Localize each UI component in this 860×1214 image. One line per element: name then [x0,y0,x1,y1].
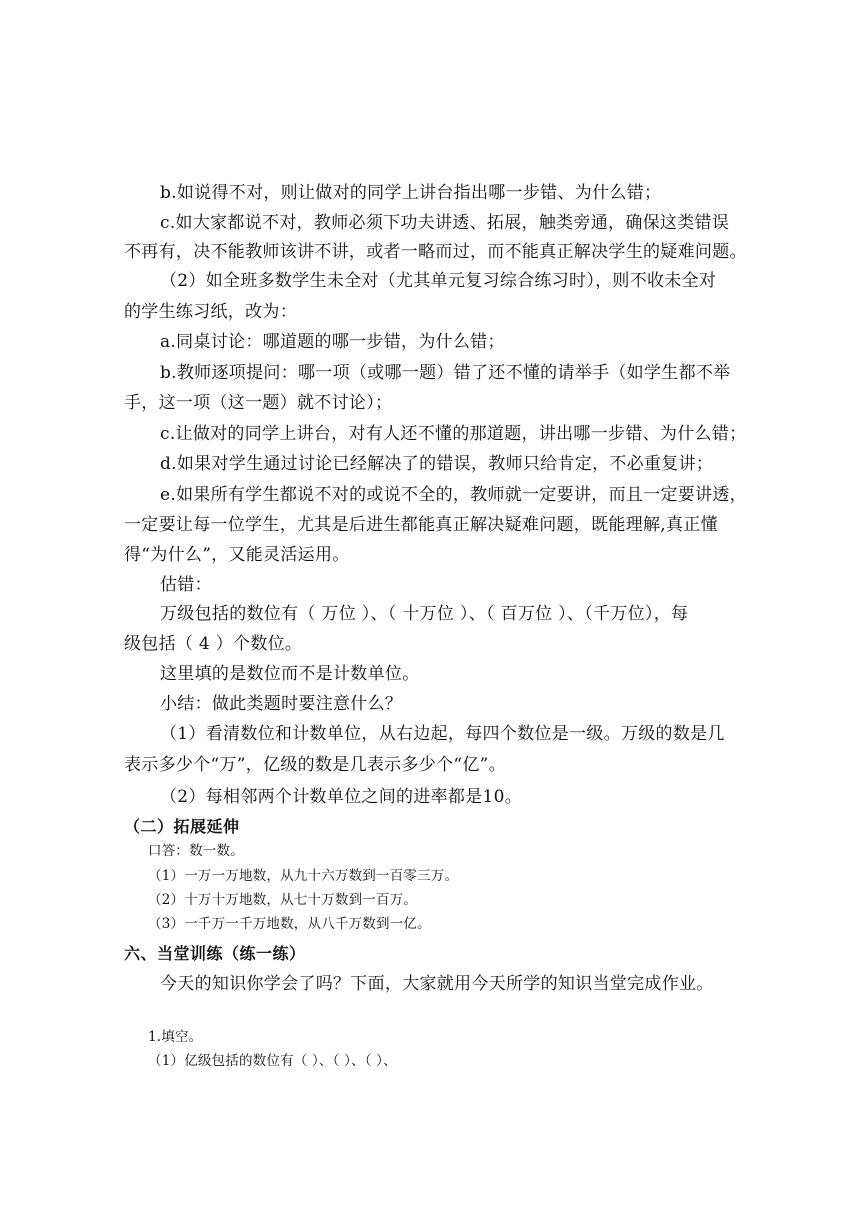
text-line-summary: 小结：做此类题时要注意什么？ [160,694,403,714]
text-line-oral-1: （1）一万一万地数，从九十六万数到一百零三万。 [148,868,459,884]
text-line-e-explain-end: 得“为什么”，又能灵活运用。 [124,545,350,565]
text-line-oral-2: （2）十万十万地数，从七十万数到一百万。 [148,892,418,908]
text-line-fill-blank-1: （1）亿级包括的数位有（ ）、（ ）、（ ）、 [148,1053,397,1069]
text-line-d-confirm: d.如果对学生通过讨论已经解决了的错误，教师只给肯定，不必重复讲； [160,454,714,474]
text-line-e-explain: e.如果所有学生都说不对的或说不全的，教师就一定要讲，而且一定要讲透， [160,485,747,505]
text-line-wanji: 万级包括的数位有（ 万位 ）、（ 十万位 ）、（ 百万位 ）、（千万位），每 [160,604,689,624]
text-line-c-explain-cont: 不再有，决不能教师该讲不讲，或者一略而过，而不能真正解决学生的疑难问题。 [124,242,747,262]
text-line-c-podium: c.让做对的同学上讲台，对有人还不懂的那道题，讲出哪一步错、为什么错； [160,424,747,444]
text-line-c-explain: c.如大家都说不对，教师必须下功夫讲透、拓展，触类旁通，确保这类错误 [160,213,730,233]
text-line-b-question: b.教师逐项提问：哪一项（或哪一题）错了还不懂的请举手（如学生都不举 [160,363,731,383]
text-line-summary-2: （2）每相邻两个计数单位之间的进率都是10。 [160,787,523,807]
text-line-summary-1-cont: 表示多少个“万”，亿级的数是几表示多少个“亿”。 [124,755,506,775]
text-line-summary-1: （1）看清数位和计数单位，从右边起，每四个数位是一级。万级的数是几 [160,724,725,744]
text-line-item-2: （2）如全班多数学生未全对（尤其单元复习综合练习时），则不收未全对 [160,271,717,291]
section-heading-extension: （二）拓展延伸 [124,817,240,836]
text-line-note: 这里填的是数位而不是计数单位。 [160,664,420,684]
text-line-b-question-cont: 手，这一项（这一题）就不讨论）； [124,393,393,413]
text-line-e-explain-cont: 一定要让每一位学生，尤其是后进生都能真正解决疑难问题，既能理解,真正懂 [124,515,718,535]
text-line-oral-3: （3）一千万一千万地数，从八千万数到一亿。 [148,916,431,932]
text-line-fill-blank: 1.填空。 [148,1029,203,1045]
text-line-b-explain: b.如说得不对，则让做对的同学上讲台指出哪一步错、为什么错； [160,183,662,203]
text-line-item-2-cont: 的学生练习纸，改为： [124,302,297,322]
text-line-wanji-cont: 级包括（ 4 ）个数位。 [124,634,303,654]
text-line-a-discuss: a.同桌讨论：哪道题的哪一步错，为什么错； [160,332,505,352]
text-line-error-estimate: 估错： [160,575,212,595]
text-line-oral: 口答：数一数。 [148,843,244,859]
section-heading-practice: 六、当堂训练（练一练） [124,944,306,963]
text-line-practice-intro: 今天的知识你学会了吗？下面，大家就用今天所学的知识当堂完成作业。 [160,974,714,994]
